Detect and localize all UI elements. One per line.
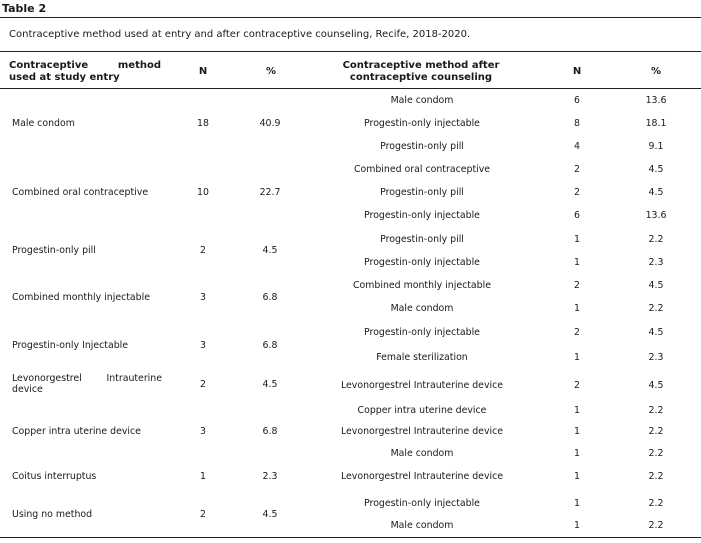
after-n-cell: 1 [574, 257, 580, 268]
after-n-cell: 2 [574, 280, 580, 291]
after-method-cell: Progestin-only injectable [364, 118, 480, 129]
after-n-cell: 1 [574, 303, 580, 314]
after-method-cell: Female sterilization [376, 352, 468, 363]
entry-n-cell: 2 [200, 245, 206, 256]
entry-pct-cell: 4.5 [262, 509, 278, 520]
after-method-cell: Male condom [390, 520, 454, 531]
after-pct-cell: 2.2 [648, 405, 664, 416]
after-n-cell: 1 [574, 426, 580, 437]
after-pct-cell: 4.5 [648, 187, 664, 198]
entry-pct-cell: 4.5 [262, 379, 278, 390]
after-pct-cell: 2.2 [648, 448, 664, 459]
after-n-cell: 1 [574, 234, 580, 245]
after-n-cell: 1 [574, 352, 580, 363]
entry-pct-cell: 6.8 [262, 426, 278, 437]
entry-method-cell: Progestin-only Injectable [12, 340, 129, 351]
after-method-cell: Progestin-only injectable [364, 210, 480, 221]
after-pct-cell: 9.1 [648, 141, 664, 152]
after-pct-cell: 2.2 [648, 426, 664, 437]
header-rule [0, 88, 701, 89]
entry-n-cell: 3 [200, 292, 206, 303]
entry-n-cell: 1 [200, 471, 206, 482]
after-n-cell: 6 [574, 95, 580, 106]
entry-pct-cell: 40.9 [259, 118, 281, 129]
entry-n-cell: 3 [200, 340, 206, 351]
after-pct-cell: 2.2 [648, 303, 664, 314]
after-pct-cell: 13.6 [645, 210, 667, 221]
after-n-cell: 2 [574, 327, 580, 338]
after-pct-cell: 18.1 [645, 118, 667, 129]
after-n-cell: 2 [574, 380, 580, 391]
header-n-after: N [572, 66, 582, 77]
after-pct-cell: 2.3 [648, 352, 664, 363]
entry-method-cell: Levonorgestrel Intrauterine device [12, 373, 162, 395]
entry-n-cell: 10 [197, 187, 209, 198]
entry-method-cell: Combined monthly injectable [12, 292, 150, 303]
top-rule [0, 17, 701, 18]
after-pct-cell: 13.6 [645, 95, 667, 106]
after-pct-cell: 4.5 [648, 164, 664, 175]
header-n-entry: N [198, 66, 208, 77]
after-method-cell: Levonorgestrel Intrauterine device [340, 380, 504, 391]
after-method-cell: Levonorgestrel Intrauterine device [340, 471, 504, 482]
entry-method-cell: Male condom [12, 118, 75, 129]
after-method-cell: Male condom [390, 95, 454, 106]
after-method-cell: Levonorgestrel Intrauterine device [340, 426, 504, 437]
after-n-cell: 1 [574, 405, 580, 416]
entry-n-cell: 2 [200, 509, 206, 520]
entry-pct-cell: 6.8 [262, 340, 278, 351]
entry-method-cell: Using no method [12, 509, 93, 520]
after-method-cell: Progestin-only pill [380, 234, 464, 245]
after-method-cell: Combined monthly injectable [353, 280, 491, 291]
entry-method-cell: Coitus interruptus [12, 471, 97, 482]
entry-pct-cell: 6.8 [262, 292, 278, 303]
after-method-cell: Progestin-only injectable [364, 327, 480, 338]
header-pct-entry: % [265, 66, 277, 77]
after-pct-cell: 2.2 [648, 471, 664, 482]
after-method-cell: Progestin-only injectable [364, 257, 480, 268]
after-pct-cell: 4.5 [648, 380, 664, 391]
after-n-cell: 1 [574, 520, 580, 531]
caption-rule [0, 51, 701, 52]
after-method-cell: Progestin-only injectable [364, 498, 480, 509]
entry-n-cell: 18 [197, 118, 209, 129]
after-n-cell: 4 [574, 141, 580, 152]
after-method-cell: Copper intra uterine device [357, 405, 487, 416]
after-pct-cell: 2.2 [648, 498, 664, 509]
entry-method-cell: Progestin-only pill [12, 245, 96, 256]
table-label: Table 2 [2, 2, 47, 15]
after-pct-cell: 4.5 [648, 280, 664, 291]
entry-n-cell: 2 [200, 379, 206, 390]
after-pct-cell: 4.5 [648, 327, 664, 338]
after-n-cell: 8 [574, 118, 580, 129]
after-method-cell: Male condom [390, 448, 454, 459]
after-n-cell: 2 [574, 187, 580, 198]
entry-pct-cell: 22.7 [259, 187, 281, 198]
after-pct-cell: 2.3 [648, 257, 664, 268]
entry-pct-cell: 4.5 [262, 245, 278, 256]
after-method-cell: Progestin-only pill [380, 187, 464, 198]
header-after-method: Contraceptive method after contraceptive counseling [342, 60, 500, 83]
after-method-cell: Combined oral contraceptive [353, 164, 491, 175]
after-n-cell: 6 [574, 210, 580, 221]
after-pct-cell: 2.2 [648, 234, 664, 245]
entry-n-cell: 3 [200, 426, 206, 437]
bottom-rule [0, 537, 701, 538]
after-n-cell: 1 [574, 448, 580, 459]
after-pct-cell: 2.2 [648, 520, 664, 531]
header-entry-method: Contraceptive method used at study entry [9, 60, 161, 83]
entry-pct-cell: 2.3 [262, 471, 278, 482]
after-n-cell: 1 [574, 498, 580, 509]
after-n-cell: 1 [574, 471, 580, 482]
table-caption: Contraceptive method used at entry and after contraceptive counseling, Recife, 2018-2020. [9, 29, 471, 40]
header-pct-after: % [650, 66, 662, 77]
after-method-cell: Male condom [390, 303, 454, 314]
entry-method-cell: Combined oral contraceptive [12, 187, 149, 198]
after-method-cell: Progestin-only pill [380, 141, 464, 152]
after-n-cell: 2 [574, 164, 580, 175]
entry-method-cell: Copper intra uterine device [12, 426, 141, 437]
